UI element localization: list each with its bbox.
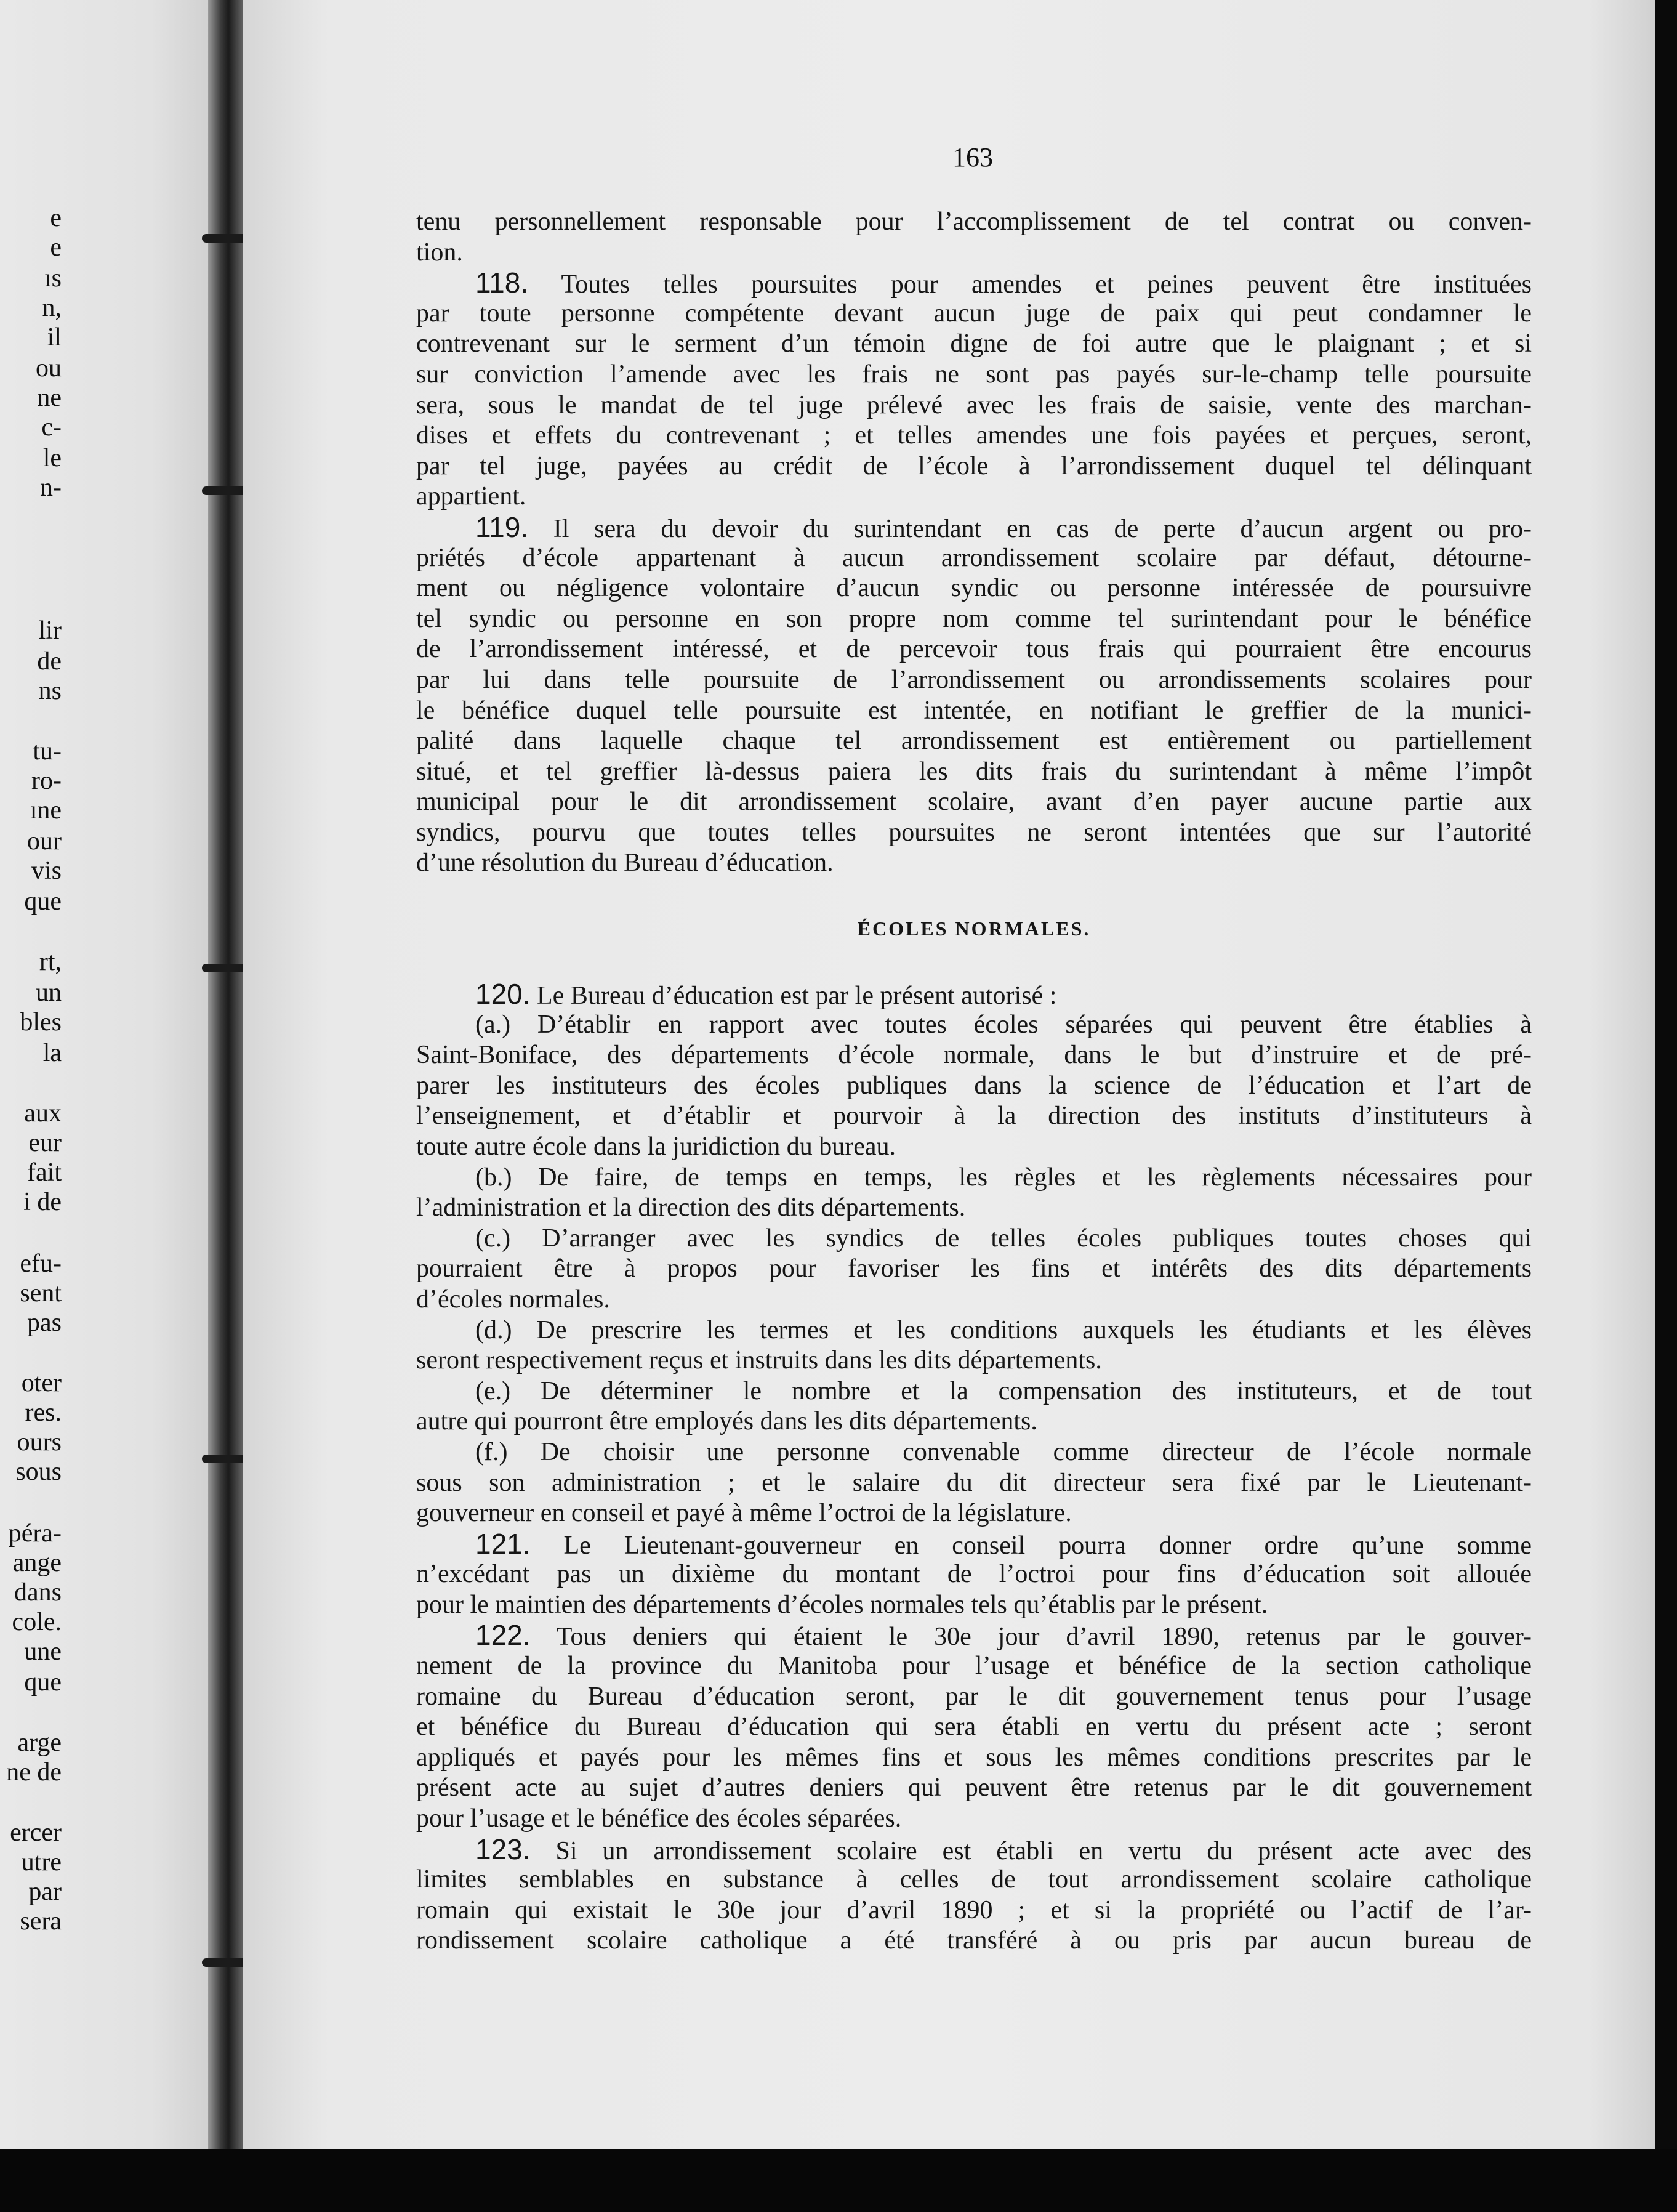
text-line	[416, 1346, 1532, 1376]
line-text: d’écoles normales.	[416, 1285, 610, 1314]
text-line	[416, 726, 1532, 757]
text-line	[416, 818, 1532, 849]
left-page-fragment: res.	[25, 1399, 62, 1427]
left-page-fragment: péra-	[8, 1519, 62, 1548]
text-line	[416, 238, 1532, 268]
text-line	[416, 1193, 1532, 1224]
text-line	[416, 1285, 1532, 1315]
left-page-fragment: bles	[20, 1008, 62, 1036]
line-text: tion.	[416, 238, 463, 267]
line-text: par toute personne compétente devant aucun juge de paix qui peut condamner le	[416, 299, 1532, 328]
text-line	[416, 1804, 1532, 1835]
text-line	[416, 1498, 1532, 1529]
section-number: 120.	[475, 979, 531, 1010]
line-text: l’enseignement, et d’établir et pourvoir à la direction des instituts d’instituteurs à	[416, 1102, 1532, 1131]
line-text: de l’arrondissement intéressé, et de percevoir tous frais qui pourraient être encourus	[416, 635, 1532, 664]
line-text: et bénéfice du Bureau d’éducation qui sera établi en vertu du présent acte ; seront	[416, 1713, 1532, 1742]
left-page-fragment: arge	[17, 1729, 62, 1757]
text-line	[416, 1835, 1532, 1865]
text-line	[416, 268, 1532, 299]
text-line	[416, 1559, 1532, 1590]
line-text: l’administration et la direction des dits départements.	[416, 1193, 966, 1222]
left-page-fragment: i de	[23, 1188, 62, 1216]
left-page-fragment: rt,	[39, 948, 62, 976]
left-page-fragment: la	[42, 1039, 62, 1067]
line-text: gouverneur en conseil et payé à même l’octroi de la législature.	[416, 1499, 1072, 1528]
line-text: pourraient être à propos pour favoriser les fins et intérêts des dits départements	[416, 1254, 1532, 1283]
line-text: toute autre école dans la juridiction du bureau.	[416, 1132, 896, 1161]
body-text-block-1	[416, 207, 1532, 879]
text-line	[416, 1468, 1532, 1499]
text-line	[416, 979, 1532, 1010]
text-line	[416, 634, 1532, 665]
body-text-block-2	[416, 979, 1532, 1956]
line-text: palité dans laquelle chaque tel arrondissement est entièrement ou partiellement	[416, 727, 1532, 756]
bottom-edge-shadow	[0, 2149, 1677, 2212]
left-facing-page	[0, 0, 215, 2149]
left-page-fragment: ercer	[10, 1818, 62, 1847]
text-line	[416, 848, 1532, 879]
text-line	[416, 787, 1532, 818]
text-line	[416, 1590, 1532, 1621]
text-line	[416, 1071, 1532, 1102]
section-number: 123.	[475, 1834, 531, 1865]
line-text: sera, sous le mandat de tel juge prélevé avec les frais de saisie, vente des marchan-	[416, 390, 1532, 419]
text-line	[416, 665, 1532, 696]
text-line	[416, 1132, 1532, 1163]
left-page-fragment: dans	[14, 1578, 62, 1607]
left-page-fragment: sous	[15, 1458, 62, 1486]
left-page-fragment: utre	[21, 1848, 62, 1876]
left-page-fragment: par	[28, 1878, 62, 1906]
line-text: seront respectivement reçus et instruits dans les dits départements.	[416, 1346, 1102, 1375]
left-page-fragment: ou	[36, 354, 62, 382]
left-page-fragment: ıs	[44, 264, 62, 293]
text-line	[416, 1651, 1532, 1682]
left-page-fragment: un	[36, 979, 62, 1007]
text-line	[416, 1620, 1532, 1651]
line-text: appliqués et payés pour les mêmes fins et sous les mêmes conditions prescrites par le	[416, 1743, 1532, 1772]
left-page-fragment: vis	[31, 857, 62, 885]
line-text: dises et effets du contrevenant ; et telles amendes une fois payées et perçues, seront,	[416, 421, 1532, 450]
text-line	[416, 1040, 1532, 1071]
left-page-fragment: fait	[27, 1158, 62, 1187]
line-text: Toutes telles poursuites pour amendes et peines peuvent être instituées	[528, 270, 1532, 299]
line-text: par lui dans telle poursuite de l’arrondissement ou arrondissements scolaires pour	[416, 665, 1532, 694]
left-page-fragment: eur	[28, 1129, 62, 1157]
left-page-fragment: ne	[37, 384, 62, 412]
line-text: contrevenant sur le serment d’un témoin digne de foi autre que le plaignant ; et si	[416, 329, 1532, 358]
section-number: 118.	[475, 268, 529, 299]
text-line	[416, 1743, 1532, 1774]
line-text: syndics, pourvu que toutes telles poursuites ne seront intentées que sur l’autorité	[416, 818, 1532, 847]
line-text: (b.) De faire, de temps en temps, les règles et les règlements nécessaires pour	[475, 1163, 1532, 1192]
text-line	[416, 757, 1532, 788]
left-page-fragment: cole.	[12, 1608, 62, 1636]
left-page-fragment: ns	[38, 677, 62, 705]
line-text: (f.) De choisir une personne convenable comme directeur de l’école normale	[475, 1437, 1532, 1466]
left-page-fragment: une	[24, 1637, 62, 1666]
section-number: 119.	[475, 512, 529, 543]
left-page-fragment: pas	[27, 1309, 62, 1337]
line-text: d’une résolution du Bureau d’éducation.	[416, 849, 834, 878]
text-line	[416, 1376, 1532, 1407]
line-text: situé, et tel greffier là-dessus paiera les dits frais du surintendant à même l’impôt	[416, 757, 1532, 786]
text-line	[416, 1254, 1532, 1285]
text-line	[416, 1010, 1532, 1041]
text-line	[416, 207, 1532, 238]
line-text: priétés d’école appartenant à aucun arrondissement scolaire par défaut, détourne-	[416, 543, 1532, 572]
left-page-fragment: de	[37, 647, 62, 676]
left-page-fragment: il	[47, 323, 62, 352]
page-edge-shadow	[1655, 0, 1677, 2212]
text-line	[416, 421, 1532, 451]
text-line	[416, 1529, 1532, 1560]
left-page-fragment: our	[27, 827, 62, 855]
left-page-fragment: n,	[42, 294, 62, 322]
line-text: (d.) De prescrire les termes et les conditions auxquels les étudiants et les élèves	[475, 1315, 1532, 1344]
left-page-fragment: tu-	[33, 737, 62, 765]
left-page-fragment: efu-	[20, 1249, 62, 1278]
line-text: Tous deniers qui étaient le 30e jour d’avril 1890, retenus par le gouver-	[530, 1623, 1532, 1652]
line-text: Le Bureau d’éducation est par le présent autorisé :	[530, 982, 1057, 1010]
text-line	[416, 1101, 1532, 1132]
text-line	[416, 360, 1532, 390]
line-text: nement de la province du Manitoba pour l’usage et bénéfice de la section catholique	[416, 1652, 1532, 1681]
text-line	[416, 1773, 1532, 1804]
text-line	[416, 329, 1532, 360]
section-number: 122.	[475, 1620, 531, 1652]
left-page-fragment: aux	[24, 1099, 62, 1128]
left-page-fragment: ange	[12, 1549, 62, 1577]
line-text: (c.) D’arranger avec les syndics de telles écoles publiques toutes choses qui	[475, 1224, 1532, 1253]
text-line	[416, 451, 1532, 482]
left-page-fragment: c-	[41, 413, 62, 442]
text-line	[416, 1865, 1532, 1895]
text-line	[416, 1224, 1532, 1254]
text-line	[416, 1163, 1532, 1193]
left-page-fragment: sent	[20, 1279, 62, 1307]
line-text: appartient.	[416, 482, 526, 511]
left-page-fragment: le	[42, 444, 62, 472]
text-line	[416, 1407, 1532, 1437]
binding-gutter	[208, 0, 245, 2168]
page-number: 163	[952, 142, 993, 172]
line-text: pour le maintien des départements d’écoles normales tels qu’établis par le présent.	[416, 1590, 1268, 1619]
left-page-fragment: oter	[21, 1369, 62, 1397]
line-text: municipal pour le dit arrondissement scolaire, avant d’en payer aucune partie aux	[416, 788, 1532, 817]
left-page-fragment: e	[50, 233, 62, 262]
section-number: 121.	[475, 1528, 531, 1560]
line-text: Saint-Boniface, des départements d’école normale, dans le but d’instruire et de pré-	[416, 1041, 1532, 1070]
line-text: pour l’usage et le bénéfice des écoles séparées.	[416, 1804, 902, 1833]
text-line	[416, 482, 1532, 512]
line-text: tenu personnellement responsable pour l’accomplissement de tel contrat ou conven-	[416, 208, 1532, 236]
line-text: n’excédant pas un dixième du montant de l’octroi pour fins d’éducation soit allouée	[416, 1560, 1532, 1589]
text-line	[416, 1895, 1532, 1926]
left-page-fragment: n-	[40, 474, 62, 502]
line-text: (e.) De déterminer le nombre et la compensation des instituteurs, et de tout	[475, 1376, 1532, 1405]
left-page-fragment: ne de	[6, 1758, 62, 1786]
line-text: présent acte au sujet d’autres deniers qui peuvent être retenus par le dit gouvernement	[416, 1774, 1532, 1802]
text-line	[416, 1682, 1532, 1713]
line-text: le bénéfice duquel telle poursuite est intentée, en notifiant le greffier de la munici-	[416, 696, 1532, 725]
left-page-fragment: que	[24, 887, 62, 916]
text-line	[416, 543, 1532, 574]
text-line	[416, 1712, 1532, 1743]
text-line	[416, 1437, 1532, 1468]
line-text: (a.) D’établir en rapport avec toutes écoles séparées qui peuvent être établies à	[475, 1010, 1532, 1039]
left-page-fragment: ours	[17, 1428, 62, 1456]
section-heading: ÉCOLES NORMALES.	[857, 918, 1091, 940]
left-page-fragment: ıne	[30, 796, 62, 825]
left-page-fragment: e	[50, 204, 62, 232]
left-page-fragment: que	[24, 1668, 62, 1697]
text-line	[416, 390, 1532, 421]
text-line	[416, 299, 1532, 329]
left-page-fragment: ro-	[31, 767, 62, 795]
line-text: sous son administration ; et le salaire du dit directeur sera fixé par le Lieutenant-	[416, 1468, 1532, 1497]
text-line	[416, 696, 1532, 727]
text-line	[416, 1926, 1532, 1956]
line-text: autre qui pourront être employés dans les dits départements.	[416, 1407, 1037, 1436]
text-line	[416, 573, 1532, 604]
line-text: romaine du Bureau d’éducation seront, par le dit gouvernement tenus pour l’usage	[416, 1682, 1532, 1711]
line-text: tel syndic ou personne en son propre nom comme tel surintendant pour le bénéfice	[416, 604, 1532, 633]
line-text: parer les instituteurs des écoles publiques dans la science de l’éducation et l’art de	[416, 1071, 1532, 1100]
line-text: Si un arrondissement scolaire est établi en vertu du présent acte avec des	[530, 1836, 1532, 1865]
line-text: sur conviction l’amende avec les frais ne sont pas payés sur-le-champ telle poursuite	[416, 360, 1532, 389]
line-text: Le Lieutenant-gouverneur en conseil pourra donner ordre qu’une somme	[530, 1531, 1532, 1560]
text-line	[416, 512, 1532, 543]
line-text: Il sera du devoir du surintendant en cas de perte d’aucun argent ou pro-	[528, 514, 1532, 543]
text-line	[416, 1315, 1532, 1346]
line-text: rondissement scolaire catholique a été transféré à ou pris par aucun bureau de	[416, 1926, 1532, 1955]
text-line	[416, 604, 1532, 635]
left-page-fragment: sera	[20, 1907, 62, 1936]
line-text: ment ou négligence volontaire d’aucun syndic ou personne intéressée de poursuivre	[416, 574, 1532, 603]
left-page-fragment: lir	[38, 616, 62, 645]
line-text: par tel juge, payées au crédit de l’école à l’arrondissement duquel tel délinquant	[416, 451, 1532, 480]
line-text: romain qui existait le 30e jour d’avril 1890 ; et si la propriété ou l’actif de l’ar-	[416, 1895, 1532, 1924]
line-text: limites semblables en substance à celles de tout arrondissement scolaire catholique	[416, 1865, 1532, 1894]
